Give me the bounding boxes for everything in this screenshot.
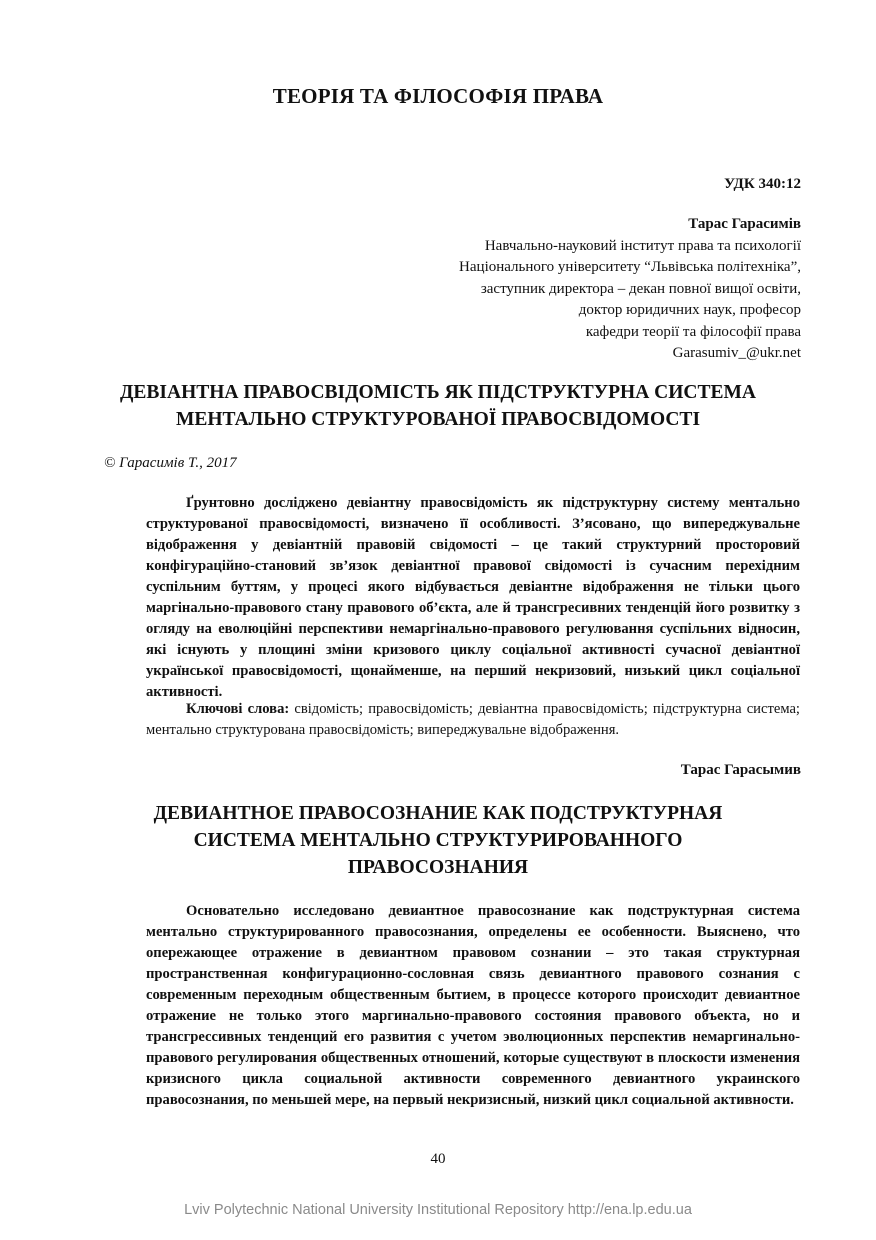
affiliation-line: кафедри теорії та філософії права [585,323,801,340]
keywords-text: свідомість; правосвідомість; девіантна правосвідомість; підструктурна система; ментально структурована правосвідомість; випереджувальне відображення. [146,701,800,738]
abstract-ua [146,493,800,703]
section-title: ТЕОРІЯ ТА ФІЛОСОФІЯ ПРАВА [272,84,604,108]
abstract-ua-text: Ґрунтовно досліджено девіантну правосвідомість як підструктурну систему ментально структурованої правосвідомості, визначено її особливості. З’ясовано, що випереджувальне відображення у девіантній правовій свідомості – це такий структурний просторовий конфігураційно-становий зв’язок девіантної правової свідомості із сучасним перехідним суспільним буттям, у процесі якого відбувається девіантне відображення не тільки цього маргінально-правового стану правового об’єкта, але й трансгресивних тенденцій його розвитку з огляду на еволюційні перспективи немаргінально-правового регулювання суспільних відносин, які існують у площині зміни кризового циклу соціальної активності сучасної девіантної української правосвідомості, щонайменше, на перший некризовий, низький цикл соціальної активності. [146,495,800,700]
author-name-ru: Тарас Гарасымив [680,762,801,778]
title-line: ДЕВІАНТНА ПРАВОСВІДОМІСТЬ ЯК ПІДСТРУКТУРНА СИСТЕМА [119,382,756,403]
page-number: 40 [430,1151,446,1167]
title-line: СИСТЕМА МЕНТАЛЬНО СТРУКТУРИРОВАННОГО [193,830,683,851]
keywords-label: Ключові слова: [186,701,290,717]
title-line: МЕНТАЛЬНО СТРУКТУРОВАНОЇ ПРАВОСВІДОМОСТІ [175,409,701,430]
author-name: Тарас Гарасимів [688,216,801,232]
repository-footer: Lviv Polytechnic National University Institutional Repository http://ena.lp.edu.ua [184,1202,692,1218]
affiliation-line: доктор юридичних наук, професор [578,302,801,318]
article-title-ua [0,379,876,433]
keywords [146,699,800,741]
abstract-ru-text: Основательно исследовано девиантное правосознание как подструктурная система ментально структурированного правосознания, определены ее особенности. Выяснено, что опережающее отражение в девиантном правовом сознании – это такая структурная пространственная конфигурационно-сословная связь девиантного правового сознания с современным переходным общественным бытием, в процессе которого происходит девиантное отражение не только этого маргинально-правового состояния правового объекта, но и трансгрессивных тенденций его развития с учетом эволюционных перспектив немаргинально-правового регулирования общественных отношений, которые существуют в плоскости изменения кризисного цикла социальной активности современного девиантного украинского правосознания, по меньшей мере, на первый некризисный, низкий цикл социальной активности. [146,903,800,1108]
affiliation-line: заступник директора – декан повної вищої освіти, [480,280,801,297]
author-block [459,214,801,365]
udk-code: УДК 340:12 [724,176,801,192]
copyright-notice: © Гарасимів Т., 2017 [104,455,237,471]
article-title-ru [0,800,876,881]
title-line: ПРАВОСОЗНАНИЯ [347,857,529,878]
title-line: ДЕВИАНТНОЕ ПРАВОСОЗНАНИЕ КАК ПОДСТРУКТУРНАЯ [153,803,723,824]
author-email: Garasumiv_@ukr.net [672,345,801,361]
abstract-ru [146,901,800,1111]
affiliation-line: Національного університету “Львівська політехніка”, [459,259,801,275]
affiliation-line: Навчально-науковий інститут права та психології [484,237,801,254]
